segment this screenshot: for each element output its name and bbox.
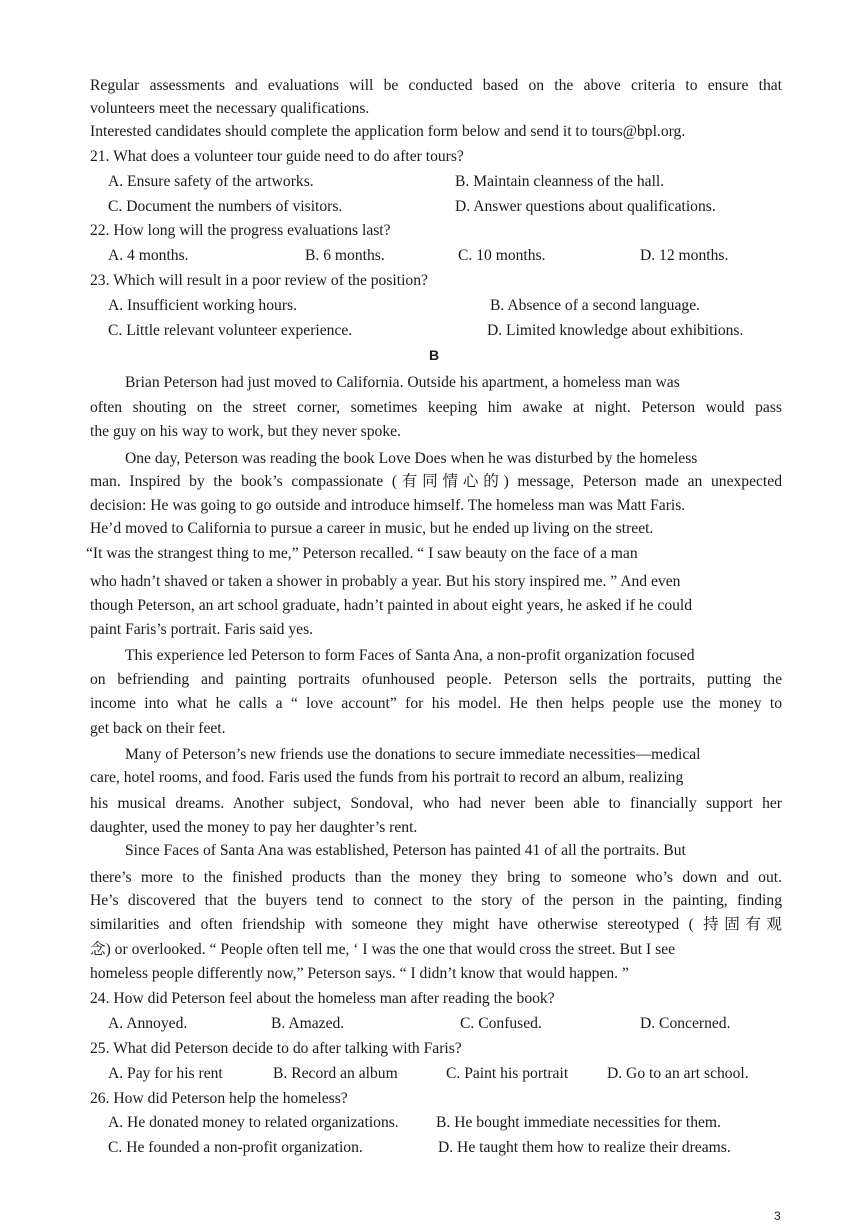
question-22-stem: 22. How long will the progress evaluations last? <box>90 222 391 239</box>
passage-line: Brian Peterson had just moved to California. Outside his apartment, a homeless man was <box>125 374 680 391</box>
passage-line: on befriending and painting portraits ofunhoused people. Peterson sells the portraits, putting the <box>90 671 782 688</box>
question-25-option-a: A. Pay for his rent <box>108 1065 223 1082</box>
question-25-stem: 25. What did Peterson decide to do after talking with Faris? <box>90 1040 462 1057</box>
passage-line: paint Faris’s portrait. Faris said yes. <box>90 621 314 638</box>
passage-line: often shouting on the street corner, sometimes keeping him awake at night. Peterson would pass <box>90 399 782 416</box>
question-21-option-c: C. Document the numbers of visitors. <box>108 198 343 215</box>
question-26-stem: 26. How did Peterson help the homeless? <box>90 1090 348 1107</box>
passage-line: get back on their feet. <box>90 720 226 737</box>
passage-line: homeless people differently now,” Peterson says. “ I didn’t know that would happen. ” <box>90 965 629 982</box>
passage-line: He’s discovered that the buyers tend to connect to the story of the person in the painting, finding <box>90 892 782 909</box>
question-21-stem: 21. What does a volunteer tour guide need to do after tours? <box>90 148 464 165</box>
section-heading: B <box>428 347 440 363</box>
passage-line: the guy on his way to work, but they never spoke. <box>90 423 401 440</box>
passage-line: man. Inspired by the book’s compassionate (有同情心的) message, Peterson made an unexpected <box>90 473 782 490</box>
question-24-stem: 24. How did Peterson feel about the homeless man after reading the book? <box>90 990 555 1007</box>
question-23-option-d: D. Limited knowledge about exhibitions. <box>487 322 744 339</box>
question-22-option-a: A. 4 months. <box>108 247 189 264</box>
passage-line: care, hotel rooms, and food. Faris used the funds from his portrait to record an album, realizing <box>90 769 684 786</box>
question-24-option-a: A. Annoyed. <box>108 1015 188 1032</box>
question-23-option-b: B. Absence of a second language. <box>490 297 701 314</box>
intro-line: Interested candidates should complete the application form below and send it to tours@bpl.org. <box>90 123 686 140</box>
question-24-option-d: D. Concerned. <box>640 1015 731 1032</box>
question-22-option-b: B. 6 months. <box>305 247 385 264</box>
question-26-option-c: C. He founded a non-profit organization. <box>108 1139 363 1156</box>
question-25-option-d: D. Go to an art school. <box>607 1065 749 1082</box>
passage-line: Since Faces of Santa Ana was established, Peterson has painted 41 of all the portraits. But <box>125 842 686 859</box>
question-25-option-c: C. Paint his portrait <box>446 1065 569 1082</box>
question-22-option-d: D. 12 months. <box>640 247 729 264</box>
intro-line: Regular assessments and evaluations will be conducted based on the above criteria to ensure that <box>90 77 782 94</box>
passage-line: daughter, used the money to pay her daughter’s rent. <box>90 819 418 836</box>
passage-line: income into what he calls a “ love account” for his model. He then helps people use the money to <box>90 695 782 712</box>
passage-line: He’d moved to California to pursue a career in music, but he ended up living on the street. <box>90 520 654 537</box>
question-21-option-b: B. Maintain cleanness of the hall. <box>455 173 665 190</box>
question-21-option-a: A. Ensure safety of the artworks. <box>108 173 314 190</box>
question-26-option-a: A. He donated money to related organizations. <box>108 1114 399 1131</box>
question-22-option-c: C. 10 months. <box>458 247 546 264</box>
intro-line: volunteers meet the necessary qualifications. <box>90 100 370 117</box>
passage-line: This experience led Peterson to form Faces of Santa Ana, a non-profit organization focused <box>125 647 695 664</box>
passage-line: One day, Peterson was reading the book Love Does when he was disturbed by the homeless <box>125 450 698 467</box>
passage-line: who hadn’t shaved or taken a shower in probably a year. But his story inspired me. ” And even <box>90 573 681 590</box>
passage-line: though Peterson, an art school graduate, hadn’t painted in about eight years, he asked if he could <box>90 597 693 614</box>
question-23-option-c: C. Little relevant volunteer experience. <box>108 322 353 339</box>
passage-line: his musical dreams. Another subject, Sondoval, who had never been able to financially support her <box>90 795 782 812</box>
passage-line: there’s more to the finished products than the money they bring to someone who’s down and out. <box>90 869 782 886</box>
question-24-option-c: C. Confused. <box>460 1015 542 1032</box>
question-26-option-b: B. He bought immediate necessities for them. <box>436 1114 721 1131</box>
question-25-option-b: B. Record an album <box>273 1065 398 1082</box>
passage-line: 念) or overlooked. “ People often tell me, ‘ I was the one that would cross the street. But I see <box>90 941 676 958</box>
question-26-option-d: D. He taught them how to realize their dreams. <box>438 1139 731 1156</box>
question-24-option-b: B. Amazed. <box>271 1015 345 1032</box>
passage-line: “It was the strangest thing to me,” Peterson recalled. “ I saw beauty on the face of a man <box>86 545 638 562</box>
passage-line: similarities and often friendship with someone they might have otherwise stereotyped ( 持固有观 <box>90 916 782 933</box>
question-21-option-d: D. Answer questions about qualifications. <box>455 198 716 215</box>
page-number: 3 <box>774 1209 781 1223</box>
passage-line: decision: He was going to go outside and introduce himself. The homeless man was Matt Faris. <box>90 497 686 514</box>
question-23-option-a: A. Insufficient working hours. <box>108 297 297 314</box>
passage-line: Many of Peterson’s new friends use the donations to secure immediate necessities—medical <box>125 746 701 763</box>
question-23-stem: 23. Which will result in a poor review of the position? <box>90 272 428 289</box>
